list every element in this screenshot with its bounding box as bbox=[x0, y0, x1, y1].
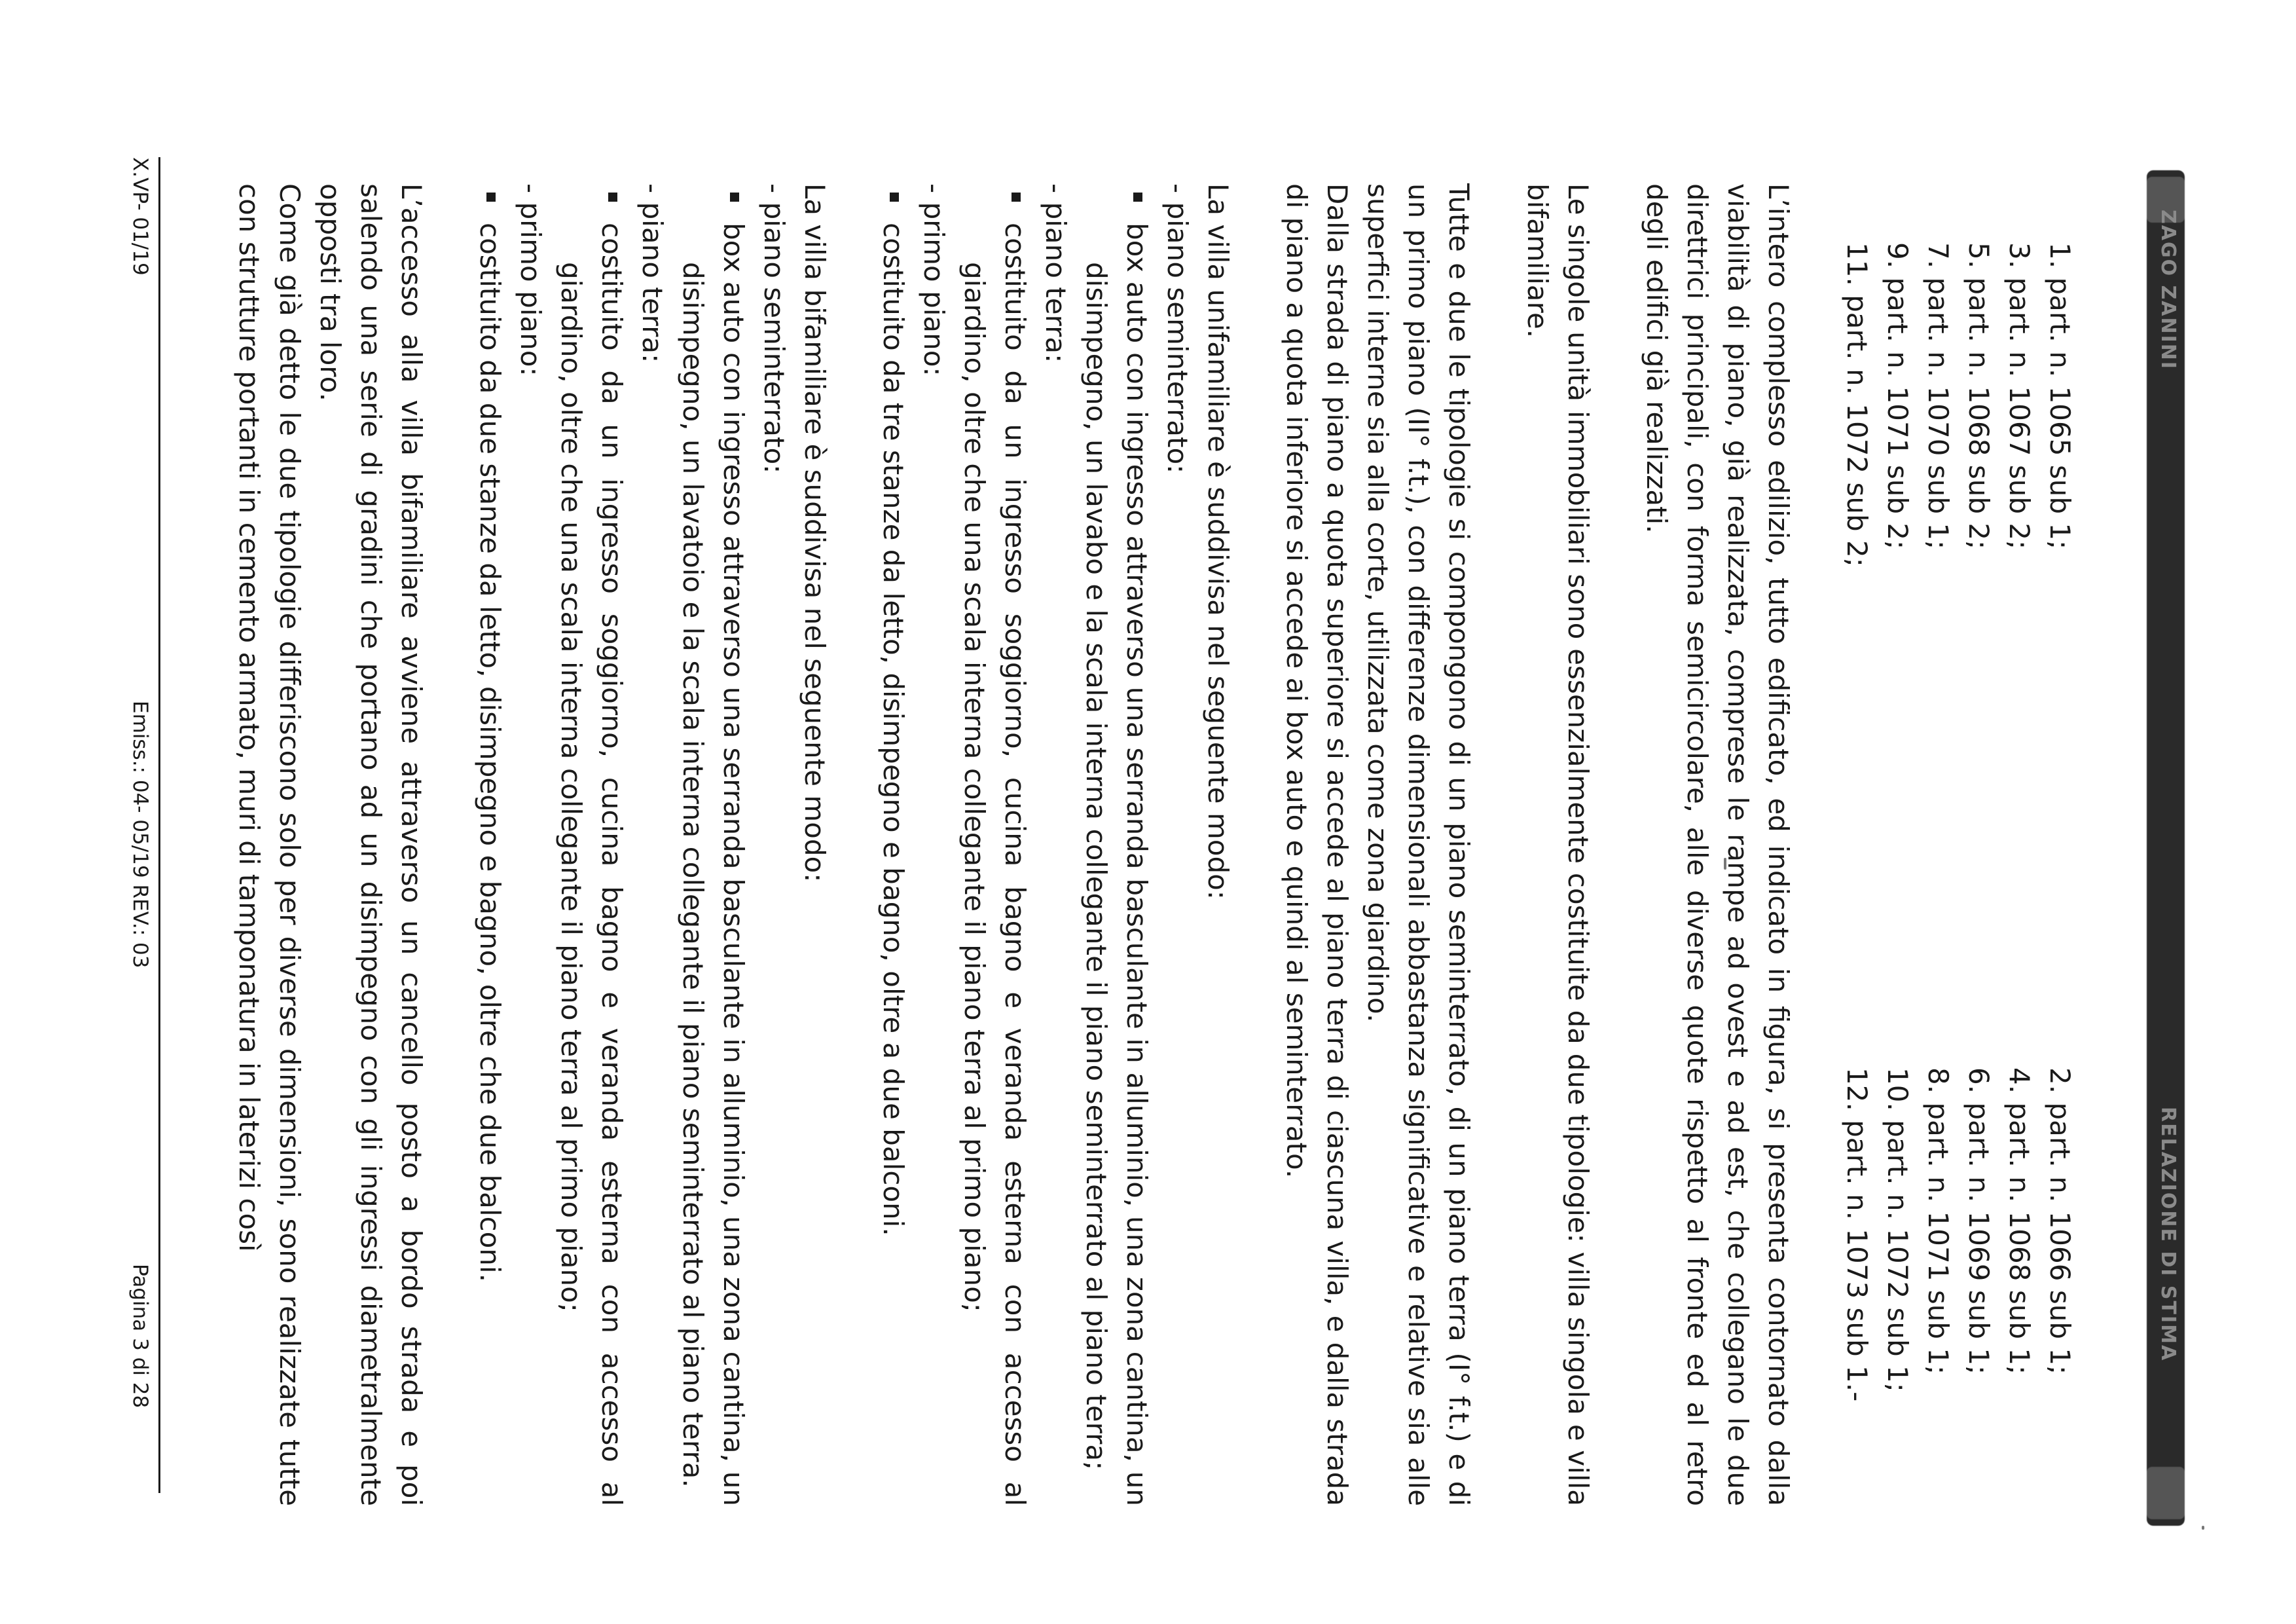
footer-code: X.VP- 01/19 bbox=[128, 157, 152, 276]
header-right-text: RELAZIONE DI STIMA bbox=[2157, 1107, 2179, 1362]
bifamiliare-terra-label: - piano terra: bbox=[636, 183, 668, 363]
paragraph-strada: Dalla strada di piano a quota superiore si accede al piano terra di ciascuna villa, e dalla strada di piano a quota inferiore si accede ai box auto e quindi al seminterrato. bbox=[1281, 183, 1353, 1506]
bifamiliare-seminterrato-text: box auto con ingresso attraverso una serranda basculante in alluminio, una zona cantina, un disimpegno, un lavatoio e la scala interna collegante il piano seminterrato al piano terra. bbox=[677, 223, 750, 1506]
parcel-item: 4. part. n. 1068 sub 1; bbox=[2003, 1067, 2035, 1375]
bifamiliare-seminterrato-item bbox=[672, 183, 754, 1506]
paragraph-complesso: L’intero complesso edilizio, tutto edificato, ed indicato in figura, si presenta contornato dalla viabilità di piano, già realizzata, comprese le rampe ad ovest e ad est, che collegano le due direttrici principali, con forma semicircolare, alle diverse quote rispetto al fronte ed al retro degli edifici già realizzati. bbox=[1641, 183, 1795, 1506]
parcel-item: 11. part. n. 1072 sub 2; bbox=[1841, 242, 1873, 567]
parcel-item: 10. part. n. 1072 sub 1; bbox=[1882, 1067, 1914, 1392]
parcel-item: 7. part. n. 1070 sub 1; bbox=[1922, 242, 1954, 550]
parcel-item: 5. part. n. 1068 sub 2; bbox=[1963, 242, 1995, 550]
paragraph-accesso: L’accesso alla villa bifamiliare avviene attraverso un cancello posto a bordo strada e poi salendo una serie di gradini che portano ad un disimpegno con gli ingressi diametralmente opposti tra loro. bbox=[314, 183, 428, 1506]
parcel-item: 3. part. n. 1067 sub 2; bbox=[2003, 242, 2035, 550]
bifamiliare-seminterrato-label: - piano seminterrato: bbox=[758, 183, 790, 474]
parcel-item: 9. part. n. 1071 sub 2; bbox=[1882, 242, 1914, 550]
parcel-item: 2. part. n. 1066 sub 1; bbox=[2044, 1067, 2076, 1375]
unifamiliare-terra-text: costituito da un ingresso soggiorno, cucina bagno e veranda esterna con accesso al giardino, oltre che una scala interna collegante il piano terra al primo piano; bbox=[958, 223, 1031, 1506]
bifamiliare-primo-item bbox=[469, 183, 510, 1506]
parcel-list bbox=[1836, 183, 2080, 1506]
bifamiliare-terra-item bbox=[551, 183, 632, 1506]
document-body bbox=[228, 183, 2080, 1506]
unifamiliare-terra-item bbox=[954, 183, 1035, 1506]
paragraph-strutture: Come già detto le due tipologie differiscono solo per diverse dimensioni, sono realizzate tutte con strutture portanti in cemento armato, muri di tamponatura in laterizi così bbox=[233, 183, 306, 1506]
bifamiliare-intro: La villa bifamiliare è suddivisa nel seguente modo: bbox=[799, 183, 831, 883]
unifamiliare-primo-label: - primo piano: bbox=[918, 183, 950, 377]
unifamiliare-seminterrato-text: box auto con ingresso attraverso una serranda basculante in alluminio, una zona cantina, un disimpegno, un lavabo e la scala interna collegante il piano seminterrato al piano terra; bbox=[1080, 223, 1153, 1506]
paragraph-tipologie: Tutte e due le tipologie si compongono di un piano seminterrato, di un piano terra (I° f.t.) e di un primo piano (II° f.t.), con differenze dimensionali abbastanza significative e relative sia alle superfici interne sia alla corte, utilizzata come zona giardino. bbox=[1362, 183, 1475, 1506]
parcel-item: 12. part. n. 1073 sub 1.- bbox=[1841, 1067, 1873, 1402]
unifamiliare-primo-text: costituito da tre stanze da letto, disimpegno e bagno, oltre a due balconi. bbox=[877, 223, 909, 1236]
unifamiliare-seminterrato-item bbox=[1076, 183, 1157, 1506]
bifamiliare-primo-text: costituito da due stanze da letto, disimpegno e bagno, oltre che due balconi. bbox=[474, 223, 506, 1282]
bifamiliare-terra-text: costituito da un ingresso soggiorno, cucina bagno e veranda esterna con accesso al giardino, oltre che una scala interna collegante il piano terra al primo piano; bbox=[555, 223, 628, 1506]
header-left-text: ZAGO ZANINI bbox=[2157, 210, 2179, 371]
bifamiliare-primo-label: - primo piano: bbox=[515, 183, 547, 377]
paragraph-unita: Le singole unità immobiliari sono essenzialmente costituite da due tipologie: villa singola e villa bifamiliare. bbox=[1522, 183, 1594, 1506]
unifamiliare-primo-item bbox=[873, 183, 913, 1506]
footer-page-number: Pagina 3 di 28 bbox=[128, 1264, 152, 1409]
parcel-item: 1. part. n. 1065 sub 1; bbox=[2044, 242, 2076, 550]
footer-emission: Emiss.: 04- 05/19 REV.: 03 bbox=[128, 701, 152, 969]
parcel-item: 8. part. n. 1071 sub 1; bbox=[1922, 1067, 1954, 1375]
footer-rule bbox=[158, 157, 160, 1493]
unifamiliare-intro: La villa unifamiliare è suddivisa nel seguente modo: bbox=[1202, 183, 1234, 900]
parcel-item: 6. part. n. 1069 sub 1; bbox=[1963, 1067, 1995, 1375]
unifamiliare-seminterrato-label: - piano seminterrato: bbox=[1161, 183, 1194, 474]
unifamiliare-terra-label: - piano terra: bbox=[1040, 183, 1072, 363]
